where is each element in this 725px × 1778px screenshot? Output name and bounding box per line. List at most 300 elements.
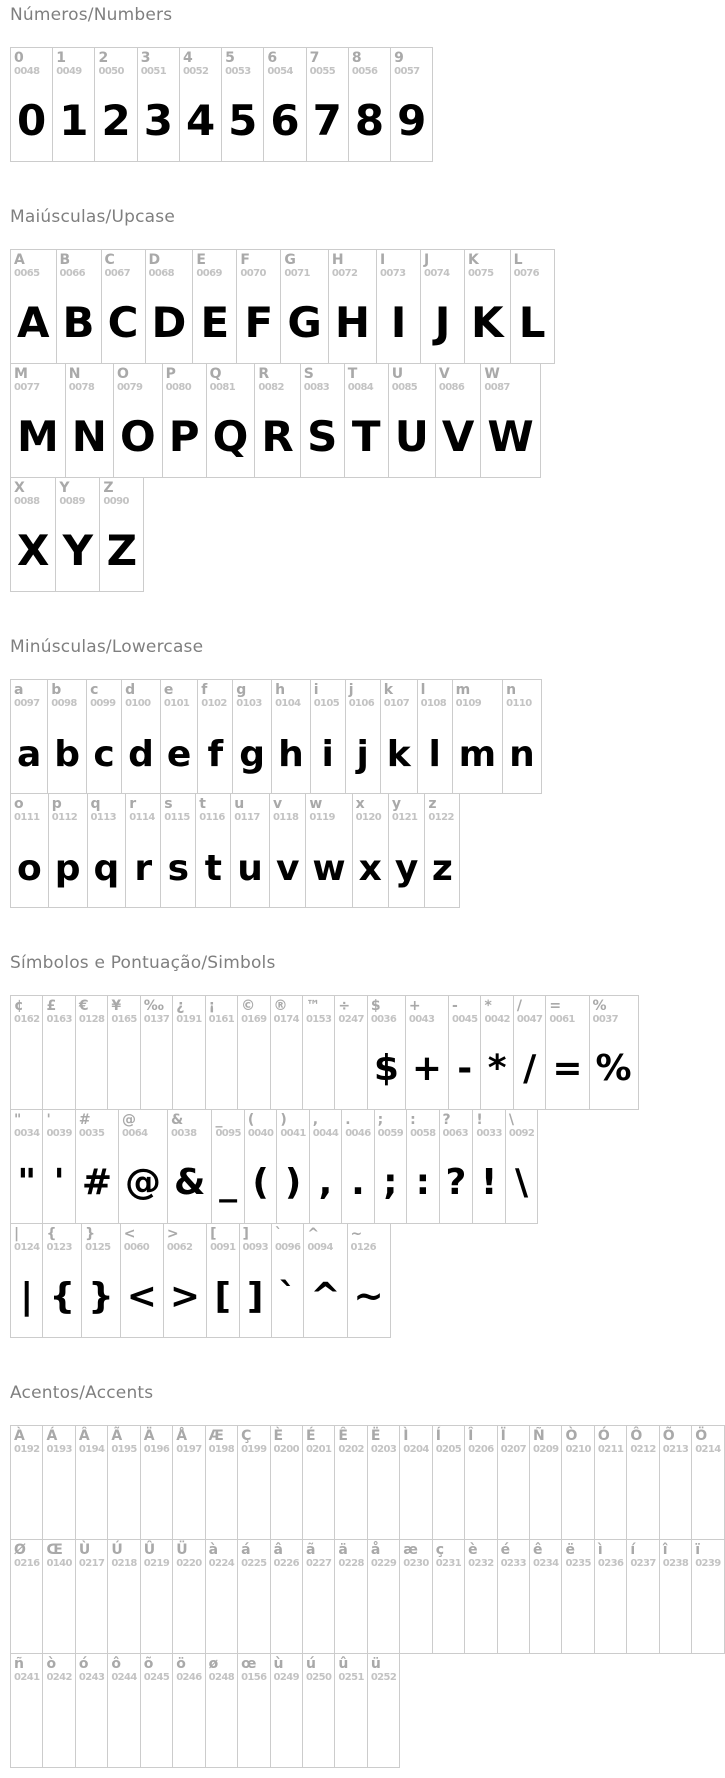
glyph-cell bbox=[42, 995, 75, 1110]
glyph-cell bbox=[107, 995, 140, 1110]
code-label: 0038 bbox=[171, 1128, 197, 1139]
glyph-cell bbox=[310, 679, 346, 794]
char-label: ë bbox=[565, 1542, 575, 1558]
char-label: b bbox=[51, 682, 62, 698]
char-label: Ã bbox=[111, 1428, 123, 1444]
char-label: ® bbox=[273, 998, 288, 1014]
code-label: 0120 bbox=[355, 812, 382, 823]
section-title-lowercase: Minúsculas/Lowercase bbox=[10, 637, 204, 657]
glyph-empty bbox=[56, 1521, 62, 1535]
char-label: Q bbox=[209, 366, 222, 382]
glyph-cell bbox=[197, 679, 233, 794]
char-label: ú bbox=[305, 1656, 316, 1672]
glyph-cell bbox=[107, 1425, 140, 1540]
char-label: " bbox=[14, 1112, 22, 1128]
glyph-empty bbox=[89, 1749, 95, 1763]
code-label: 0191 bbox=[176, 1014, 202, 1025]
code-label: 0077 bbox=[14, 382, 40, 393]
glyph-row bbox=[10, 1223, 661, 1338]
code-label: 0049 bbox=[56, 66, 82, 77]
glyph-cell bbox=[529, 1539, 562, 1654]
code-label: 0196 bbox=[143, 1444, 170, 1455]
char-label: f bbox=[201, 682, 208, 698]
glyph: c bbox=[93, 734, 115, 775]
code-label: 0194 bbox=[78, 1444, 105, 1455]
glyph: a bbox=[17, 734, 42, 775]
char-label: é bbox=[500, 1542, 511, 1558]
char-label: e bbox=[163, 682, 174, 698]
glyph-cell bbox=[205, 1653, 238, 1768]
section-symbols bbox=[10, 953, 661, 1338]
code-label: 0252 bbox=[370, 1672, 397, 1683]
glyph: 3 bbox=[143, 96, 173, 145]
glyph-row bbox=[10, 1653, 661, 1768]
code-label: 0237 bbox=[630, 1558, 656, 1569]
glyph-empty bbox=[56, 1635, 62, 1649]
glyph-empty bbox=[153, 1635, 159, 1649]
code-label: 0066 bbox=[59, 268, 85, 279]
code-label: 0116 bbox=[199, 812, 225, 823]
glyph-cell bbox=[439, 1109, 474, 1224]
code-label: 0117 bbox=[234, 812, 260, 823]
char-label: P bbox=[165, 366, 176, 382]
glyph-empty bbox=[640, 1635, 646, 1649]
glyph-empty bbox=[705, 1635, 711, 1649]
char-label: 0 bbox=[14, 50, 24, 66]
code-label: 0209 bbox=[533, 1444, 559, 1455]
char-label: ; bbox=[377, 1112, 384, 1128]
glyph-row bbox=[10, 793, 661, 908]
char-label: | bbox=[14, 1226, 20, 1242]
char-label: æ bbox=[403, 1542, 418, 1558]
glyph-empty bbox=[575, 1635, 581, 1649]
char-label: _ bbox=[215, 1112, 223, 1128]
glyph-cell bbox=[10, 1425, 43, 1540]
glyph: | bbox=[20, 1276, 34, 1317]
code-label: 0195 bbox=[111, 1444, 137, 1455]
glyph-empty bbox=[121, 1521, 127, 1535]
char-label: ¿ bbox=[176, 998, 185, 1014]
code-label: 0095 bbox=[215, 1128, 241, 1139]
glyph-empty bbox=[672, 1521, 678, 1535]
glyph-empty bbox=[56, 1089, 62, 1105]
glyph-cell bbox=[56, 249, 102, 364]
glyph-empty bbox=[251, 1089, 257, 1105]
char-label: ä bbox=[338, 1542, 348, 1558]
section-accents bbox=[10, 1383, 721, 1768]
glyph-cell bbox=[309, 1109, 342, 1224]
char-label: Æ bbox=[208, 1428, 224, 1444]
char-label: I bbox=[380, 252, 386, 268]
code-label: 0218 bbox=[111, 1558, 137, 1569]
char-label: ‰ bbox=[143, 998, 164, 1014]
glyph-cell bbox=[334, 1539, 367, 1654]
code-label: 0230 bbox=[403, 1558, 429, 1569]
code-label: 0096 bbox=[274, 1242, 301, 1253]
glyph-cell bbox=[42, 1425, 75, 1540]
char-label: U bbox=[391, 366, 404, 382]
glyph-empty bbox=[348, 1749, 354, 1763]
char-label: J bbox=[424, 252, 430, 268]
char-label: $ bbox=[370, 998, 381, 1014]
char-label: 1 bbox=[56, 50, 66, 66]
glyph-cell bbox=[435, 363, 482, 478]
glyph-empty bbox=[316, 1521, 322, 1535]
glyph-cell bbox=[192, 249, 237, 364]
char-label: Ø bbox=[14, 1542, 26, 1558]
code-label: 0226 bbox=[273, 1558, 299, 1569]
glyph: I bbox=[390, 298, 407, 347]
glyph-cell bbox=[334, 1653, 367, 1768]
char-label: = bbox=[549, 998, 562, 1014]
char-label: ø bbox=[208, 1656, 219, 1672]
code-label: 0044 bbox=[312, 1128, 339, 1139]
char-label: & bbox=[171, 1112, 184, 1128]
glyph-cell bbox=[140, 1425, 173, 1540]
glyph-cell bbox=[205, 1539, 238, 1654]
char-label: Ï bbox=[500, 1428, 506, 1444]
glyph: } bbox=[88, 1276, 114, 1317]
glyph: J bbox=[434, 298, 451, 347]
glyph-cell bbox=[163, 1223, 207, 1338]
glyph: _ bbox=[219, 1162, 238, 1203]
char-label: Ì bbox=[403, 1428, 409, 1444]
glyph-empty bbox=[218, 1635, 224, 1649]
char-label: z bbox=[428, 796, 437, 812]
glyph-cell bbox=[55, 477, 100, 592]
char-label: Á bbox=[46, 1428, 58, 1444]
code-label: 0103 bbox=[236, 698, 262, 709]
glyph-cell bbox=[271, 679, 311, 794]
code-label: 0124 bbox=[14, 1242, 40, 1253]
char-label: ö bbox=[176, 1656, 186, 1672]
char-label: 4 bbox=[182, 50, 193, 66]
code-label: 0079 bbox=[116, 382, 143, 393]
char-label: û bbox=[338, 1656, 349, 1672]
section-lowercase bbox=[10, 637, 661, 908]
glyph: 5 bbox=[228, 96, 258, 145]
char-label: õ bbox=[143, 1656, 154, 1672]
char-label: < bbox=[123, 1226, 136, 1242]
glyph-cell bbox=[232, 679, 272, 794]
glyph-cell bbox=[42, 1653, 75, 1768]
glyph: d bbox=[128, 734, 154, 775]
glyph-cell bbox=[302, 1425, 335, 1540]
glyph: T bbox=[351, 412, 381, 461]
char-label: 2 bbox=[98, 50, 109, 66]
code-label: 0213 bbox=[662, 1444, 689, 1455]
glyph: f bbox=[207, 734, 224, 775]
char-label: É bbox=[305, 1428, 316, 1444]
code-label: 0073 bbox=[380, 268, 406, 279]
glyph-empty bbox=[445, 1521, 451, 1535]
glyph-cell bbox=[420, 249, 465, 364]
glyph: H bbox=[334, 298, 371, 347]
char-label: Ç bbox=[241, 1428, 252, 1444]
glyph-empty bbox=[218, 1089, 224, 1105]
glyph: A bbox=[17, 298, 50, 347]
glyph-cell bbox=[388, 363, 436, 478]
glyph-empty bbox=[89, 1635, 95, 1649]
glyph-cell bbox=[348, 47, 391, 162]
glyph-cell bbox=[545, 995, 589, 1110]
glyph-cell bbox=[424, 793, 460, 908]
code-label: 0210 bbox=[565, 1444, 591, 1455]
glyph-cell bbox=[510, 249, 555, 364]
code-label: 0118 bbox=[272, 812, 299, 823]
code-label: 0251 bbox=[338, 1672, 364, 1683]
code-label: 0070 bbox=[240, 268, 266, 279]
glyph-empty bbox=[510, 1635, 516, 1649]
glyph-empty bbox=[413, 1635, 419, 1649]
code-label: 0102 bbox=[201, 698, 227, 709]
glyph: O bbox=[119, 412, 156, 461]
glyph: Y bbox=[62, 526, 94, 575]
glyph-cell bbox=[254, 363, 300, 478]
char-label: R bbox=[258, 366, 270, 382]
glyph: o bbox=[17, 848, 42, 889]
char-label: - bbox=[452, 998, 458, 1014]
code-label: 0227 bbox=[305, 1558, 332, 1569]
code-label: 0078 bbox=[68, 382, 95, 393]
glyph-cell bbox=[432, 1539, 465, 1654]
code-label: 0192 bbox=[14, 1444, 40, 1455]
glyph-cell bbox=[145, 249, 194, 364]
code-label: 0241 bbox=[14, 1672, 40, 1683]
glyph-cell bbox=[10, 995, 43, 1110]
glyph-empty bbox=[24, 1089, 30, 1105]
glyph-cell bbox=[99, 477, 144, 592]
glyph-cell bbox=[300, 363, 345, 478]
code-label: 0082 bbox=[258, 382, 284, 393]
glyph-row bbox=[10, 1539, 721, 1654]
glyph: - bbox=[457, 1048, 473, 1089]
glyph-empty bbox=[445, 1635, 451, 1649]
char-label: , bbox=[312, 1112, 319, 1128]
char-label: ó bbox=[78, 1656, 89, 1672]
glyph-cell bbox=[341, 1109, 374, 1224]
code-label: 0098 bbox=[51, 698, 77, 709]
section-title-numbers: Números/Numbers bbox=[10, 5, 173, 25]
glyph: ] bbox=[246, 1276, 264, 1317]
code-label: 0050 bbox=[98, 66, 124, 77]
char-label: F bbox=[240, 252, 250, 268]
code-label: 0051 bbox=[140, 66, 167, 77]
char-label: M bbox=[14, 366, 28, 382]
code-label: 0249 bbox=[273, 1672, 299, 1683]
glyph: \ bbox=[514, 1162, 529, 1203]
code-label: 0165 bbox=[111, 1014, 137, 1025]
code-label: 0065 bbox=[14, 268, 40, 279]
code-label: 0193 bbox=[46, 1444, 72, 1455]
glyph-empty bbox=[283, 1749, 289, 1763]
code-label: 0122 bbox=[428, 812, 454, 823]
glyph-cell bbox=[52, 47, 95, 162]
char-label: œ bbox=[241, 1656, 257, 1672]
glyph: Q bbox=[212, 412, 249, 461]
char-label: ) bbox=[280, 1112, 287, 1128]
code-label: 0091 bbox=[210, 1242, 236, 1253]
code-label: 0137 bbox=[143, 1014, 170, 1025]
glyph-empty bbox=[283, 1089, 289, 1105]
char-label: * bbox=[484, 998, 492, 1014]
char-label: u bbox=[234, 796, 245, 812]
code-label: 0035 bbox=[78, 1128, 105, 1139]
code-label: 0081 bbox=[209, 382, 236, 393]
glyph-cell bbox=[172, 1653, 205, 1768]
glyph-cell bbox=[505, 1109, 538, 1224]
glyph: h bbox=[278, 734, 304, 775]
glyph-cell bbox=[502, 679, 542, 794]
char-label: ò bbox=[46, 1656, 57, 1672]
glyph-cell bbox=[237, 1653, 270, 1768]
glyph: r bbox=[134, 848, 153, 889]
glyph-empty bbox=[348, 1521, 354, 1535]
char-label: g bbox=[236, 682, 247, 698]
glyph: = bbox=[552, 1048, 583, 1089]
glyph-cell bbox=[376, 249, 421, 364]
char-label: Î bbox=[468, 1428, 474, 1444]
code-label: 0097 bbox=[14, 698, 40, 709]
char-label: Ú bbox=[111, 1542, 123, 1558]
char-label: Ä bbox=[143, 1428, 155, 1444]
section-title-upcase: Maiúsculas/Upcase bbox=[10, 207, 175, 227]
char-label: ã bbox=[305, 1542, 316, 1558]
glyph-cell bbox=[87, 793, 127, 908]
glyph: " bbox=[17, 1162, 37, 1203]
glyph: i bbox=[321, 734, 334, 775]
code-label: 0101 bbox=[163, 698, 190, 709]
glyph: ` bbox=[278, 1276, 297, 1317]
char-label: ü bbox=[370, 1656, 381, 1672]
code-label: 0161 bbox=[208, 1014, 235, 1025]
char-label: Z bbox=[103, 480, 114, 496]
glyph-cell bbox=[270, 1539, 303, 1654]
code-label: 0200 bbox=[273, 1444, 299, 1455]
glyph-cell bbox=[10, 363, 66, 478]
glyph: R bbox=[261, 412, 294, 461]
glyph: g bbox=[239, 734, 266, 775]
code-label: 0071 bbox=[284, 268, 310, 279]
glyph-cell bbox=[417, 679, 453, 794]
glyph-cell bbox=[302, 1653, 335, 1768]
glyph-cell bbox=[205, 995, 238, 1110]
glyph-cell bbox=[81, 1223, 121, 1338]
char-label: / bbox=[516, 998, 523, 1014]
glyph-cell bbox=[529, 1425, 562, 1540]
glyph-empty bbox=[24, 1635, 30, 1649]
char-label: t bbox=[199, 796, 206, 812]
char-label: ~ bbox=[350, 1226, 363, 1242]
code-label: 0063 bbox=[442, 1128, 468, 1139]
char-label: ï bbox=[695, 1542, 700, 1558]
code-label: 0048 bbox=[14, 66, 40, 77]
char-label: @ bbox=[122, 1112, 137, 1128]
code-label: 0199 bbox=[241, 1444, 267, 1455]
glyph-cell bbox=[399, 1539, 432, 1654]
char-label: ¥ bbox=[111, 998, 122, 1014]
glyph-empty bbox=[316, 1635, 322, 1649]
glyph-empty bbox=[153, 1521, 159, 1535]
code-label: 0197 bbox=[176, 1444, 202, 1455]
char-label: O bbox=[116, 366, 129, 382]
code-label: 0224 bbox=[208, 1558, 235, 1569]
glyph: w bbox=[312, 848, 346, 889]
code-label: 0099 bbox=[90, 698, 116, 709]
code-label: 0169 bbox=[241, 1014, 267, 1025]
char-label: ` bbox=[274, 1226, 282, 1242]
glyph-cell bbox=[302, 1539, 335, 1654]
char-label: ' bbox=[46, 1112, 51, 1128]
code-label: 0111 bbox=[14, 812, 40, 823]
code-label: 0064 bbox=[122, 1128, 148, 1139]
code-label: 0128 bbox=[78, 1014, 105, 1025]
char-label: £ bbox=[46, 998, 57, 1014]
code-label: 0206 bbox=[468, 1444, 494, 1455]
glyph-cell bbox=[113, 363, 163, 478]
glyph-cell bbox=[160, 679, 198, 794]
glyph: u bbox=[237, 848, 263, 889]
code-label: 0040 bbox=[247, 1128, 274, 1139]
glyph-row bbox=[10, 995, 661, 1110]
code-label: 0109 bbox=[455, 698, 482, 709]
glyph-cell bbox=[244, 1109, 277, 1224]
code-label: 0219 bbox=[143, 1558, 170, 1569]
glyph-cell bbox=[270, 1425, 303, 1540]
glyph-cell bbox=[594, 1539, 627, 1654]
code-label: 0204 bbox=[403, 1444, 429, 1455]
glyph-cell bbox=[107, 1653, 140, 1768]
glyph-cell bbox=[448, 995, 481, 1110]
glyph-cell bbox=[659, 1539, 692, 1654]
code-label: 0217 bbox=[78, 1558, 105, 1569]
glyph-cell bbox=[347, 1223, 391, 1338]
code-label: 0108 bbox=[420, 698, 447, 709]
char-label: p bbox=[51, 796, 62, 812]
glyph: S bbox=[307, 412, 338, 461]
code-label: 0039 bbox=[46, 1128, 72, 1139]
glyph-cell bbox=[195, 793, 231, 908]
glyph-cell bbox=[140, 1539, 173, 1654]
code-label: 0243 bbox=[78, 1672, 105, 1683]
glyph-cell bbox=[589, 995, 639, 1110]
code-label: 0235 bbox=[565, 1558, 591, 1569]
code-label: 0054 bbox=[267, 66, 293, 77]
glyph-cell bbox=[270, 995, 303, 1110]
char-label: L bbox=[513, 252, 523, 268]
char-label: ñ bbox=[14, 1656, 24, 1672]
code-label: 0239 bbox=[695, 1558, 721, 1569]
glyph-empty bbox=[316, 1749, 322, 1763]
glyph-cell bbox=[367, 1539, 400, 1654]
glyph-cell bbox=[75, 1109, 119, 1224]
glyph-cell bbox=[334, 1425, 367, 1540]
glyph: . bbox=[351, 1162, 365, 1203]
glyph-cell bbox=[280, 249, 328, 364]
char-label: x bbox=[355, 796, 365, 812]
code-label: 0083 bbox=[303, 382, 330, 393]
char-label: ì bbox=[597, 1542, 603, 1558]
glyph-cell bbox=[121, 679, 161, 794]
code-label: 0067 bbox=[104, 268, 130, 279]
glyph: ' bbox=[53, 1162, 65, 1203]
code-label: 0105 bbox=[313, 698, 340, 709]
code-label: 0042 bbox=[484, 1014, 510, 1025]
code-label: 0201 bbox=[305, 1444, 332, 1455]
code-label: 0104 bbox=[275, 698, 301, 709]
code-label: 0112 bbox=[51, 812, 78, 823]
code-label: 0125 bbox=[85, 1242, 111, 1253]
